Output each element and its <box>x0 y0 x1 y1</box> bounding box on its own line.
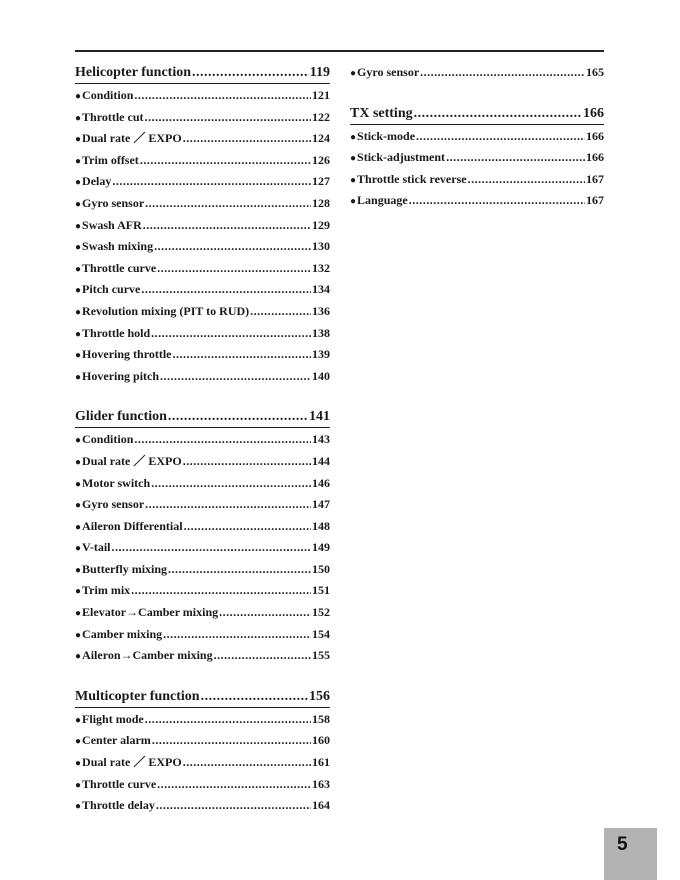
toc-entry-label <box>75 171 111 194</box>
toc-entry-text: Throttle stick reverse <box>357 171 467 186</box>
section-page: 166 <box>583 105 604 121</box>
toc-entry-page: 151 <box>312 583 330 598</box>
toc-entry-text: Gyro sensor <box>82 497 145 512</box>
toc-entry-text: Swash mixing <box>82 239 154 254</box>
toc-entry-text: Elevator→Camber mixing <box>82 605 219 620</box>
leader-dots <box>163 624 311 646</box>
leader-dots <box>168 559 311 581</box>
toc-entry[interactable] <box>75 171 330 193</box>
bullet-icon: ● <box>75 564 82 576</box>
toc-entry-label <box>350 169 467 192</box>
section-helicopter <box>75 63 330 387</box>
bullet-icon: ● <box>75 91 82 102</box>
leader-dots <box>145 709 311 731</box>
toc-entry[interactable] <box>350 126 604 148</box>
toc-entry[interactable] <box>75 193 330 215</box>
toc-entry[interactable] <box>75 795 330 817</box>
toc-entry[interactable] <box>350 147 604 169</box>
toc-entry-page: 165 <box>586 65 604 79</box>
toc-entry-page: 160 <box>312 733 330 748</box>
leader-dots <box>409 190 585 212</box>
leader-dots <box>134 85 311 107</box>
toc-entry[interactable] <box>75 301 330 323</box>
toc-entry-text: Throttle delay <box>82 798 155 813</box>
toc-entry-text: V-tail <box>82 540 111 555</box>
toc-entry-label <box>75 215 142 238</box>
bullet-icon: ● <box>75 801 82 813</box>
toc-entry-page: 126 <box>312 152 330 167</box>
toc-entry-text: Aileron→Camber mixing <box>82 648 213 663</box>
toc-entry-label <box>75 730 151 753</box>
leader-dots <box>111 537 311 559</box>
toc-entry[interactable] <box>75 516 330 538</box>
leader-dots <box>250 301 311 323</box>
toc-entry-page: 167 <box>586 171 604 186</box>
bullet-icon: ● <box>75 521 82 533</box>
toc-entry[interactable] <box>75 279 330 301</box>
leader-dots <box>151 323 311 345</box>
bullet-icon: ● <box>75 177 82 189</box>
leader-dots <box>446 147 585 169</box>
toc-entry-text: Swash AFR <box>82 217 142 232</box>
toc-entry-label <box>75 795 155 818</box>
toc-entry-page: 154 <box>312 626 330 641</box>
toc-entry-label <box>75 107 143 130</box>
toc-entry[interactable] <box>75 602 330 624</box>
toc-entry-page: 134 <box>312 282 330 297</box>
toc-entry-text: Motor switch <box>82 475 151 490</box>
toc-entry-text: Camber mixing <box>82 626 163 641</box>
toc-entry-label <box>75 323 150 346</box>
toc-entry-label <box>350 126 415 149</box>
toc-entry[interactable] <box>75 709 330 731</box>
toc-entry-page: 147 <box>312 497 330 512</box>
toc-entry-page: 138 <box>312 325 330 340</box>
bullet-icon: ● <box>75 779 82 791</box>
section-page: 156 <box>309 688 330 704</box>
toc-entry[interactable] <box>350 169 604 191</box>
bullet-icon: ● <box>75 263 82 275</box>
toc-entry-label <box>350 190 408 213</box>
leader-dots <box>183 451 311 473</box>
bullet-icon: ● <box>350 68 357 79</box>
toc-entry-label <box>75 473 150 496</box>
toc-entry-page: 146 <box>312 475 330 490</box>
toc-entry[interactable] <box>75 344 330 366</box>
leader-dots <box>168 407 308 427</box>
toc-entry-page: 124 <box>312 131 330 146</box>
toc-entry[interactable] <box>350 62 604 84</box>
toc-entry-text: Stick-mode <box>357 128 416 143</box>
toc-entry-text: Throttle curve <box>82 776 157 791</box>
leader-dots <box>160 366 311 388</box>
toc-entry[interactable] <box>75 150 330 172</box>
toc-entry-page: 121 <box>312 88 330 102</box>
bullet-icon: ● <box>75 629 82 641</box>
bullet-icon: ● <box>75 651 82 663</box>
page-number-tab <box>604 828 657 880</box>
leader-dots <box>112 171 311 193</box>
toc-entry-text: Stick-adjustment <box>357 150 446 165</box>
leader-dots <box>131 580 311 602</box>
leader-dots <box>183 128 311 150</box>
toc-entry-label <box>75 236 153 259</box>
leader-dots <box>184 516 311 538</box>
page-number: 5 <box>617 834 628 855</box>
toc-entry[interactable] <box>75 537 330 559</box>
toc-entry[interactable] <box>350 190 604 212</box>
toc-entry-page: 132 <box>312 260 330 275</box>
leader-dots <box>144 107 311 129</box>
section-title: TX setting <box>350 105 413 121</box>
toc-entry-page: 152 <box>312 605 330 620</box>
toc-entry[interactable] <box>75 559 330 581</box>
toc-entry-text: Center alarm <box>82 733 151 748</box>
toc-entry-label <box>75 451 182 474</box>
toc-entry[interactable] <box>75 128 330 150</box>
toc-entry-text: Throttle curve <box>82 260 157 275</box>
toc-entry-page: 155 <box>312 648 330 663</box>
bullet-icon: ● <box>75 134 82 146</box>
bullet-icon: ● <box>75 478 82 490</box>
toc-entry-label <box>75 494 144 517</box>
toc-entry[interactable] <box>75 366 330 388</box>
toc-entry-page: 143 <box>312 432 330 447</box>
toc-entry-label <box>75 150 139 173</box>
toc-entry-text: Hovering throttle <box>82 347 172 362</box>
section-heading-multicopter[interactable] <box>75 687 330 708</box>
leader-dots <box>468 169 585 191</box>
toc-entry[interactable] <box>75 645 330 667</box>
toc-entry-label <box>75 624 162 647</box>
toc-entry-text: Language <box>357 193 408 208</box>
toc-entry-text: Pitch curve <box>82 282 141 297</box>
toc-entry-label <box>75 580 130 603</box>
bullet-icon: ● <box>75 543 82 555</box>
bullet-icon: ● <box>350 174 357 186</box>
toc-entry-text: Dual rate ／ EXPO <box>82 755 182 770</box>
toc-entry-label <box>350 62 419 85</box>
toc-entry-text: Trim offset <box>82 152 139 167</box>
toc-entry-text: Condition <box>82 88 134 102</box>
toc-entry-page: 122 <box>312 109 330 124</box>
section-heading-tx-setting[interactable] <box>350 104 604 125</box>
toc-entry-label <box>75 645 213 668</box>
bullet-icon: ● <box>75 242 82 254</box>
section-multicopter <box>75 687 330 817</box>
leader-dots <box>157 258 311 280</box>
toc-entry[interactable] <box>75 429 330 451</box>
toc-entry-text: Delay <box>82 174 112 189</box>
leader-dots <box>141 279 311 301</box>
toc-entry-label <box>75 258 156 281</box>
section-glider <box>75 407 330 667</box>
toc-entry-label <box>75 279 140 302</box>
toc-entry-page: 164 <box>312 798 330 813</box>
bullet-icon: ● <box>350 153 357 165</box>
leader-dots <box>143 215 311 237</box>
leader-dots <box>140 150 311 172</box>
toc-entry-label <box>75 602 218 625</box>
bullet-icon: ● <box>75 371 82 383</box>
leader-dots <box>145 494 311 516</box>
toc-entry-text: Throttle hold <box>82 325 151 340</box>
leader-dots <box>183 752 311 774</box>
toc-entry-text: Dual rate ／ EXPO <box>82 453 182 468</box>
bullet-icon: ● <box>75 758 82 770</box>
toc-entry[interactable] <box>75 85 330 107</box>
toc-entry[interactable] <box>75 258 330 280</box>
toc-entry[interactable] <box>75 730 330 752</box>
leader-dots <box>172 344 311 366</box>
bullet-icon: ● <box>75 736 82 748</box>
toc-entry-text: Gyro sensor <box>357 65 420 79</box>
toc-entry-page: 136 <box>312 303 330 318</box>
toc-entry-page: 128 <box>312 195 330 210</box>
toc-column-left <box>75 62 330 817</box>
toc-entry-text: Condition <box>82 432 134 447</box>
leader-dots <box>145 193 311 215</box>
leader-dots <box>219 602 311 624</box>
toc-entry[interactable] <box>75 473 330 495</box>
toc-entry-page: 127 <box>312 174 330 189</box>
section-glider-continued <box>350 62 604 84</box>
toc-entry-page: 140 <box>312 368 330 383</box>
toc-entry[interactable] <box>75 580 330 602</box>
leader-dots <box>156 795 311 817</box>
toc-entry[interactable] <box>75 494 330 516</box>
toc-entry[interactable] <box>75 107 330 129</box>
bullet-icon: ● <box>350 196 357 208</box>
section-tx-setting <box>350 104 604 212</box>
toc-entry-label <box>75 193 144 216</box>
toc-entry-label <box>75 559 167 582</box>
leader-dots <box>134 429 311 451</box>
toc-entry[interactable] <box>75 236 330 258</box>
section-heading-glider[interactable] <box>75 407 330 428</box>
toc-entry-label <box>350 147 445 170</box>
bullet-icon: ● <box>75 608 82 620</box>
toc-entry-text: Flight mode <box>82 711 144 726</box>
toc-entry[interactable] <box>75 624 330 646</box>
section-page: 141 <box>309 409 330 425</box>
bullet-icon: ● <box>75 220 82 232</box>
toc-column-right <box>350 62 604 212</box>
bullet-icon: ● <box>75 285 82 297</box>
toc-entry-page: 163 <box>312 776 330 791</box>
bullet-icon: ● <box>75 435 82 447</box>
bullet-icon: ● <box>75 456 82 468</box>
toc-entry-page: 149 <box>312 540 330 555</box>
toc-entry-label <box>75 516 183 539</box>
toc-entry-label <box>75 366 159 389</box>
leader-dots <box>414 104 582 124</box>
toc-entry-label <box>75 128 182 151</box>
bullet-icon: ● <box>75 586 82 598</box>
toc-entry-page: 139 <box>312 347 330 362</box>
leader-dots <box>214 645 311 667</box>
leader-dots <box>154 236 311 258</box>
toc-entry-text: Aileron Differential <box>82 518 183 533</box>
toc-entry-text: Trim mix <box>82 583 131 598</box>
toc-entry[interactable] <box>75 774 330 796</box>
toc-entry-page: 166 <box>586 128 604 143</box>
toc-entry-page: 130 <box>312 239 330 254</box>
leader-dots <box>151 473 311 495</box>
toc-entry-text: Butterfly mixing <box>82 561 168 576</box>
toc-entry-page: 150 <box>312 561 330 576</box>
toc-entry-text: Hovering pitch <box>82 368 160 383</box>
section-page: 119 <box>309 65 330 80</box>
bullet-icon: ● <box>75 714 82 726</box>
leader-dots <box>157 774 311 796</box>
toc-entry-label <box>75 752 182 775</box>
section-title: Multicopter function <box>75 688 200 704</box>
section-heading-helicopter[interactable] <box>75 63 330 84</box>
bullet-icon: ● <box>75 328 82 340</box>
toc-entry-page: 166 <box>586 150 604 165</box>
toc-entry[interactable] <box>75 752 330 774</box>
toc-entry-text: Dual rate ／ EXPO <box>82 131 182 146</box>
toc-entry-label <box>75 774 156 797</box>
top-rule <box>75 50 604 52</box>
section-title: Helicopter function <box>75 65 192 80</box>
bullet-icon: ● <box>75 500 82 512</box>
toc-entry-page: 158 <box>312 711 330 726</box>
bullet-icon: ● <box>75 112 82 124</box>
toc-entry-page: 148 <box>312 518 330 533</box>
toc-entry-label <box>75 344 171 367</box>
leader-dots <box>416 126 585 148</box>
toc-entry-label <box>75 537 110 560</box>
toc-entry-label <box>75 301 249 324</box>
toc-entry-page: 167 <box>586 193 604 208</box>
toc-entry[interactable] <box>75 451 330 473</box>
toc-entry-label <box>75 709 144 732</box>
toc-entry-text: Throttle cut <box>82 109 144 124</box>
bullet-icon: ● <box>350 131 357 143</box>
leader-dots <box>201 687 308 707</box>
bullet-icon: ● <box>75 198 82 210</box>
toc-entry-page: 129 <box>312 217 330 232</box>
toc-entry-page: 161 <box>312 755 330 770</box>
toc-entry-label <box>75 429 133 452</box>
leader-dots <box>420 62 585 84</box>
section-title: Glider function <box>75 409 167 425</box>
toc-entry-label <box>75 85 133 108</box>
bullet-icon: ● <box>75 306 82 318</box>
toc-entry-text: Gyro sensor <box>82 195 145 210</box>
toc-entry[interactable] <box>75 323 330 345</box>
bullet-icon: ● <box>75 155 82 167</box>
leader-dots <box>192 63 309 83</box>
leader-dots <box>152 730 311 752</box>
bullet-icon: ● <box>75 350 82 362</box>
toc-entry-page: 144 <box>312 453 330 468</box>
toc-entry-text: Revolution mixing (PIT to RUD) <box>82 303 250 318</box>
toc-entry[interactable] <box>75 215 330 237</box>
